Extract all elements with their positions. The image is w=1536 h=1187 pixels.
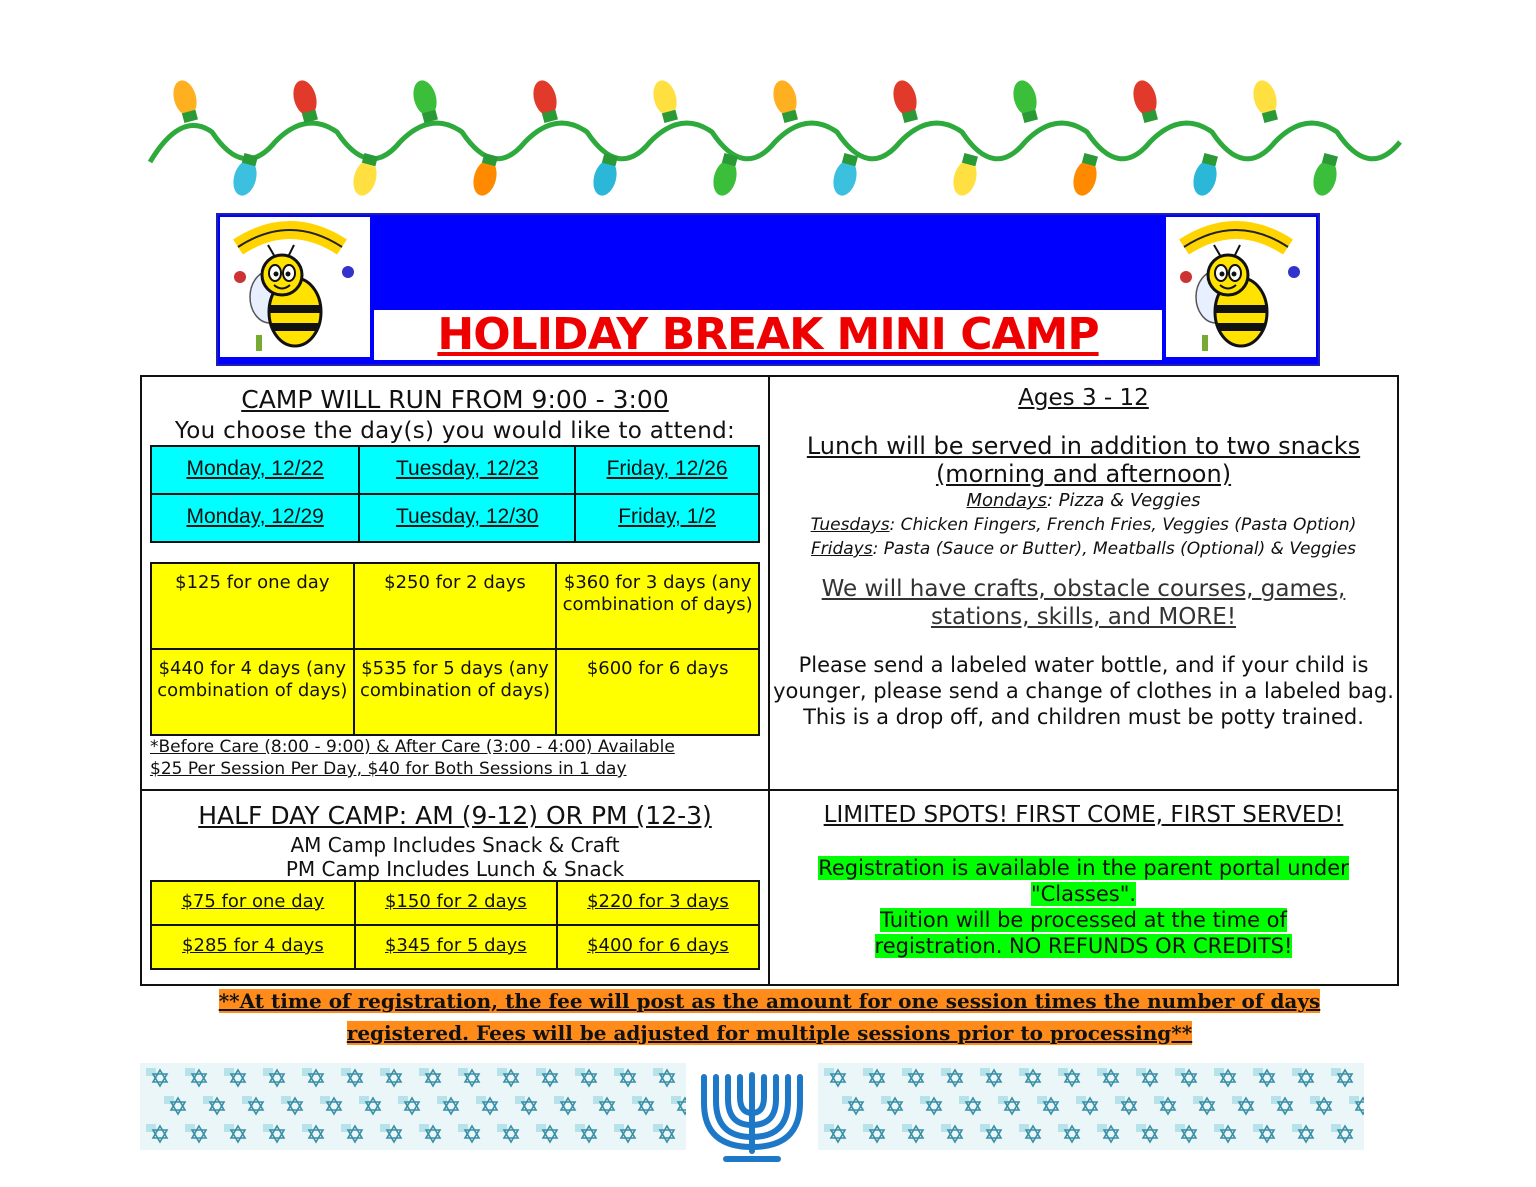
- before-after-care-note: *Before Care (8:00 - 9:00) & After Care (3:00 - 4:00) Available: [150, 737, 675, 757]
- light-bulb: [1190, 152, 1222, 198]
- light-bulb: [710, 152, 742, 198]
- light-bulb: [170, 78, 202, 124]
- light-bulb: [830, 152, 862, 198]
- light-bulb: [290, 78, 322, 124]
- table-row: [151, 494, 759, 542]
- menu-food: : Pasta (Sauce or Butter), Meatballs (Optional) & Veggies: [872, 539, 1357, 559]
- menu-food: : Chicken Fingers, French Fries, Veggies (Pasta Option): [889, 515, 1357, 535]
- light-bulb: [230, 152, 262, 198]
- light-bulb: [1010, 78, 1042, 124]
- light-bulb: [470, 152, 502, 198]
- lunch-info: Lunch will be served in addition to two snacks (morning and afternoon): [806, 432, 1361, 488]
- camp-info-section: [770, 377, 1397, 791]
- price-cell: $440 for 4 days (any combination of days): [151, 649, 354, 735]
- table-row: [151, 925, 759, 969]
- price-cell: $125 for one day: [151, 563, 354, 649]
- menu-friday: [770, 537, 1397, 561]
- table-row: [151, 563, 759, 649]
- price-cell: $250 for 2 days: [354, 563, 557, 649]
- light-bulb: [1130, 78, 1162, 124]
- light-bulb: [410, 78, 442, 124]
- star-of-david-pattern-icon: [140, 1063, 686, 1150]
- table-row: [151, 649, 759, 735]
- care-pricing-note: $25 Per Session Per Day, $40 for Both Sessions in 1 day: [150, 759, 627, 779]
- table-row: [151, 881, 759, 925]
- camp-days-table: [150, 445, 760, 543]
- choose-days-subheading: You choose the day(s) you would like to attend:: [174, 418, 736, 444]
- price-cell: $535 for 5 days (any combination of days): [354, 649, 557, 735]
- price-cell: $75 for one day: [151, 881, 355, 925]
- fee-notice: [140, 985, 1399, 1049]
- price-cell: $150 for 2 days: [355, 881, 557, 925]
- menu-tuesday: [770, 513, 1397, 537]
- menorah-icon: [696, 1067, 808, 1165]
- price-cell: $360 for 3 days (any combination of days): [556, 563, 759, 649]
- camp-hours-heading: CAMP WILL RUN FROM 9:00 - 3:00: [241, 385, 669, 414]
- am-camp-info: AM Camp Includes Snack & Craft: [290, 833, 620, 857]
- day-cell: Friday, 1/2: [575, 494, 759, 542]
- ages-label: Ages 3 - 12: [1018, 385, 1149, 411]
- light-bulb: [350, 152, 382, 198]
- info-grid: [140, 375, 1399, 986]
- full-day-camp-section: [142, 377, 770, 791]
- christmas-lights-icon: [140, 70, 1410, 210]
- light-bulb: [1250, 78, 1282, 124]
- banner: [216, 213, 1320, 366]
- table-row: [151, 446, 759, 494]
- limited-spots-heading: LIMITED SPOTS! FIRST COME, FIRST SERVED!: [823, 802, 1344, 828]
- menu-day: Tuesdays: [810, 515, 890, 535]
- banner-title: HOLIDAY BREAK MINI CAMP: [374, 310, 1162, 360]
- light-bulb: [530, 78, 562, 124]
- light-bulb: [890, 78, 922, 124]
- light-bulb: [1070, 152, 1102, 198]
- day-cell: Tuesday, 12/23: [359, 446, 575, 494]
- bee-mascot-icon: [220, 217, 370, 357]
- price-cell: $220 for 3 days: [557, 881, 759, 925]
- light-bulb: [770, 78, 802, 124]
- day-cell: Monday, 12/29: [151, 494, 359, 542]
- menu-monday: [770, 489, 1397, 513]
- registration-info: [770, 855, 1397, 959]
- light-bulb: [1310, 152, 1342, 198]
- drop-off-text: This is a drop off, and children must be potty trained.: [803, 705, 1364, 729]
- bee-mascot-logo-right: [1166, 217, 1316, 357]
- light-bulb: [590, 152, 622, 198]
- activities-info: We will have crafts, obstacle courses, games, stations, skills, and MORE!: [821, 576, 1346, 630]
- menu-day: Fridays: [810, 539, 873, 559]
- light-bulb: [650, 78, 682, 124]
- price-cell: $600 for 6 days: [556, 649, 759, 735]
- price-cell: $285 for 4 days: [151, 925, 355, 969]
- registration-portal-text: Registration is available in the parent portal under "Classes".: [818, 856, 1349, 906]
- registration-section: [770, 791, 1397, 984]
- pm-camp-info: PM Camp Includes Lunch & Snack: [285, 857, 625, 881]
- bee-mascot-logo-left: [220, 217, 370, 357]
- price-cell: $400 for 6 days: [557, 925, 759, 969]
- fee-notice-line1: **At time of registration, the fee will post as the amount for one session times the number of days: [218, 989, 1321, 1013]
- day-cell: Monday, 12/22: [151, 446, 359, 494]
- menu-food: : Pizza & Veggies: [1046, 490, 1201, 511]
- menu-day: Mondays: [966, 490, 1047, 511]
- water-bottle-text: Please send a labeled water bottle, and if your child is younger, please send a change of clothes in a labeled bag.: [773, 653, 1394, 703]
- light-bulb: [950, 152, 982, 198]
- fee-notice-line2: registered. Fees will be adjusted for multiple sessions prior to processing**: [346, 1021, 1193, 1045]
- day-cell: Friday, 12/26: [575, 446, 759, 494]
- day-cell: Tuesday, 12/30: [359, 494, 575, 542]
- water-bottle-info: [770, 652, 1397, 730]
- half-day-prices-table: [150, 880, 760, 970]
- bee-mascot-icon: [1166, 217, 1316, 357]
- tuition-text: Tuition will be processed at the time of registration. NO REFUNDS OR CREDITS!: [874, 908, 1293, 958]
- half-day-heading: HALF DAY CAMP: AM (9-12) OR PM (12-3): [198, 801, 712, 830]
- star-of-david-pattern-icon: [818, 1063, 1364, 1150]
- price-cell: $345 for 5 days: [355, 925, 557, 969]
- full-day-prices-table: [150, 562, 760, 736]
